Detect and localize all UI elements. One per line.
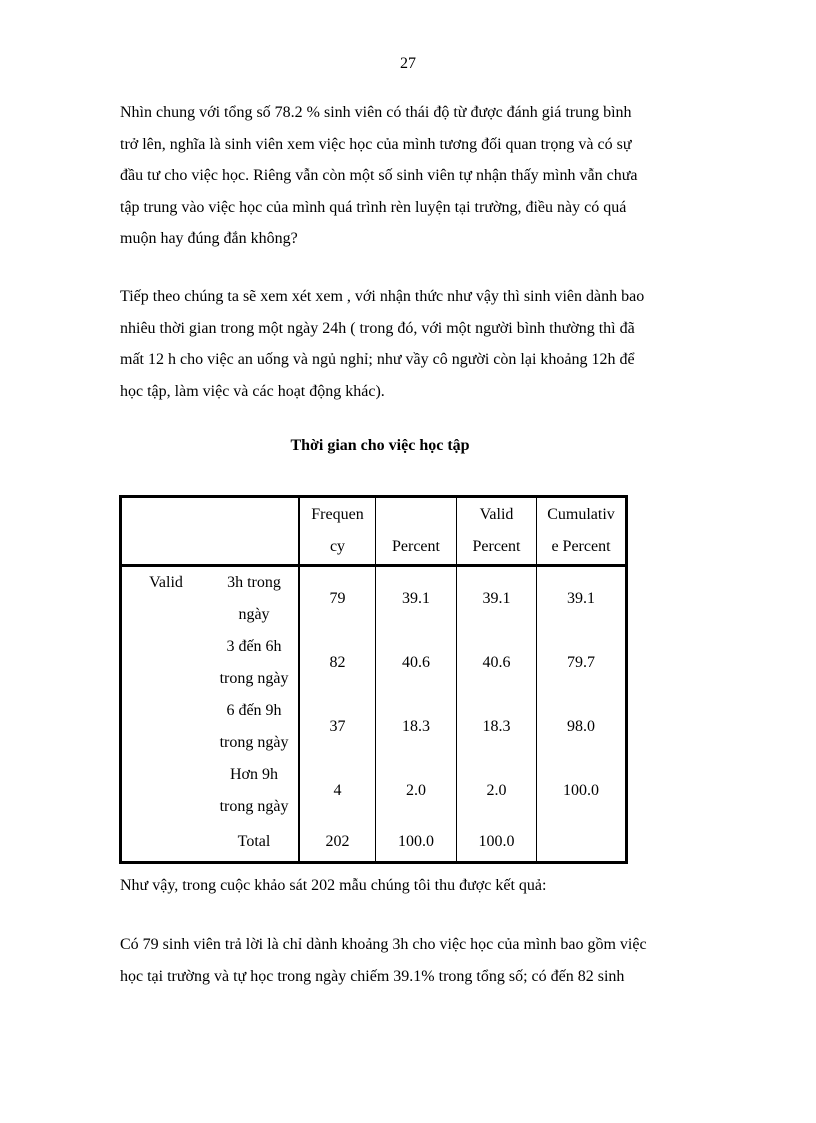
row-label: [210, 631, 299, 695]
cell-frequency: 82: [299, 631, 376, 695]
cell-frequency: 79: [299, 566, 376, 632]
cell-frequency: 4: [299, 759, 376, 823]
row-label-text: trong ngày: [219, 798, 289, 815]
row-label-text: 3h trong: [227, 574, 281, 591]
text-line: học tập, làm việc và các hoạt động khác).: [120, 382, 385, 400]
text-line: học tại trường và tự học trong ngày chiếm 39.1% trong tổng số; có đến 82 sinh: [120, 967, 625, 985]
header-text: [376, 499, 456, 531]
text-line: Nhìn chung với tổng số 78.2 % sinh viên có thái độ từ được đánh giá trung bình: [120, 104, 632, 121]
row-label: [210, 566, 299, 632]
row-label-text: ngày: [238, 606, 270, 623]
header-cumulative-percent: [537, 497, 627, 566]
cell-percent: 18.3: [376, 695, 457, 759]
paragraph-attitude-summary: [120, 97, 710, 255]
header-text: Percent: [472, 538, 521, 555]
text-line: Tiếp theo chúng ta sẽ xem xét xem , với nhận thức như vậy thì sinh viên dành bao: [120, 288, 645, 305]
row-label-text: trong ngày: [219, 734, 289, 751]
cell-percent: 100.0: [376, 823, 457, 863]
cell-cumulative-percent: 98.0: [537, 695, 627, 759]
text-line: mất 12 h cho việc an uống và ngủ nghỉ; như vầy cô người còn lại khoảng 12h để: [120, 351, 635, 368]
cell-percent: 2.0: [376, 759, 457, 823]
cell-frequency: 202: [299, 823, 376, 863]
header-empty-cell: [121, 497, 211, 566]
paragraph-result-detail: [120, 929, 710, 992]
cell-percent: 39.1: [376, 566, 457, 632]
cell-cumulative-percent: 79.7: [537, 631, 627, 695]
paragraph-study-time-intro: [120, 281, 710, 407]
header-valid-percent: [457, 497, 537, 566]
header-text: e Percent: [551, 538, 611, 555]
header-text: Cumulativ: [547, 506, 615, 523]
cell-valid-percent: 2.0: [457, 759, 537, 823]
cell-cumulative-percent: 100.0: [537, 759, 627, 823]
text-line: nhiêu thời gian trong một ngày 24h ( trong đó, với một người bình thường thì đã: [120, 319, 635, 337]
header-text: Percent: [392, 538, 440, 555]
cell-valid-percent: 40.6: [457, 631, 537, 695]
cell-cumulative-percent: [537, 823, 627, 863]
text-line: Có 79 sinh viên trả lời là chỉ dành khoảng 3h cho việc học của mình bao gồm việc: [120, 936, 647, 953]
row-label-text: Hơn 9h: [229, 766, 278, 783]
text-line: đầu tư cho việc học. Riêng vẫn còn một số sinh viên tự nhận thấy mình vẫn chưa: [120, 167, 638, 184]
header-text: Valid: [479, 506, 514, 523]
table-row: [121, 566, 627, 632]
row-label: [210, 759, 299, 823]
cell-percent: 40.6: [376, 631, 457, 695]
row-label: [210, 695, 299, 759]
page-number: 27: [400, 55, 416, 72]
header-frequency: [299, 497, 376, 566]
cell-cumulative-percent: 39.1: [537, 566, 627, 632]
text-line: Như vậy, trong cuộc khảo sát 202 mẫu chúng tôi thu được kết quả:: [120, 877, 547, 894]
table-title: Thời gian cho việc học tập: [290, 437, 470, 454]
cell-valid-percent: 18.3: [457, 695, 537, 759]
header-text: Frequen: [311, 506, 364, 523]
header-empty-cell: [210, 497, 299, 566]
frequency-table: [119, 495, 628, 864]
cell-valid-percent: 100.0: [457, 823, 537, 863]
text-line: muộn hay đúng đắn không?: [120, 230, 298, 247]
valid-label: Valid: [149, 574, 183, 591]
text-line: trở lên, nghĩa là sinh viên xem việc học của mình tương đối quan trọng và có sự: [120, 135, 632, 153]
row-label-total: Total: [237, 833, 271, 850]
text-line: tập trung vào việc học của mình quá trình rèn luyện tại trường, điều này có quá: [120, 198, 627, 216]
row-label-text: trong ngày: [219, 670, 289, 687]
paragraph-survey-result: [120, 870, 710, 902]
valid-label-cell: [121, 566, 211, 863]
header-percent: [376, 497, 457, 566]
cell-frequency: 37: [299, 695, 376, 759]
table-header-row: [121, 497, 627, 566]
header-text: cy: [329, 538, 346, 555]
row-label-text: 3 đến 6h: [226, 638, 282, 655]
row-label-text: 6 đến 9h: [226, 702, 282, 719]
cell-valid-percent: 39.1: [457, 566, 537, 632]
